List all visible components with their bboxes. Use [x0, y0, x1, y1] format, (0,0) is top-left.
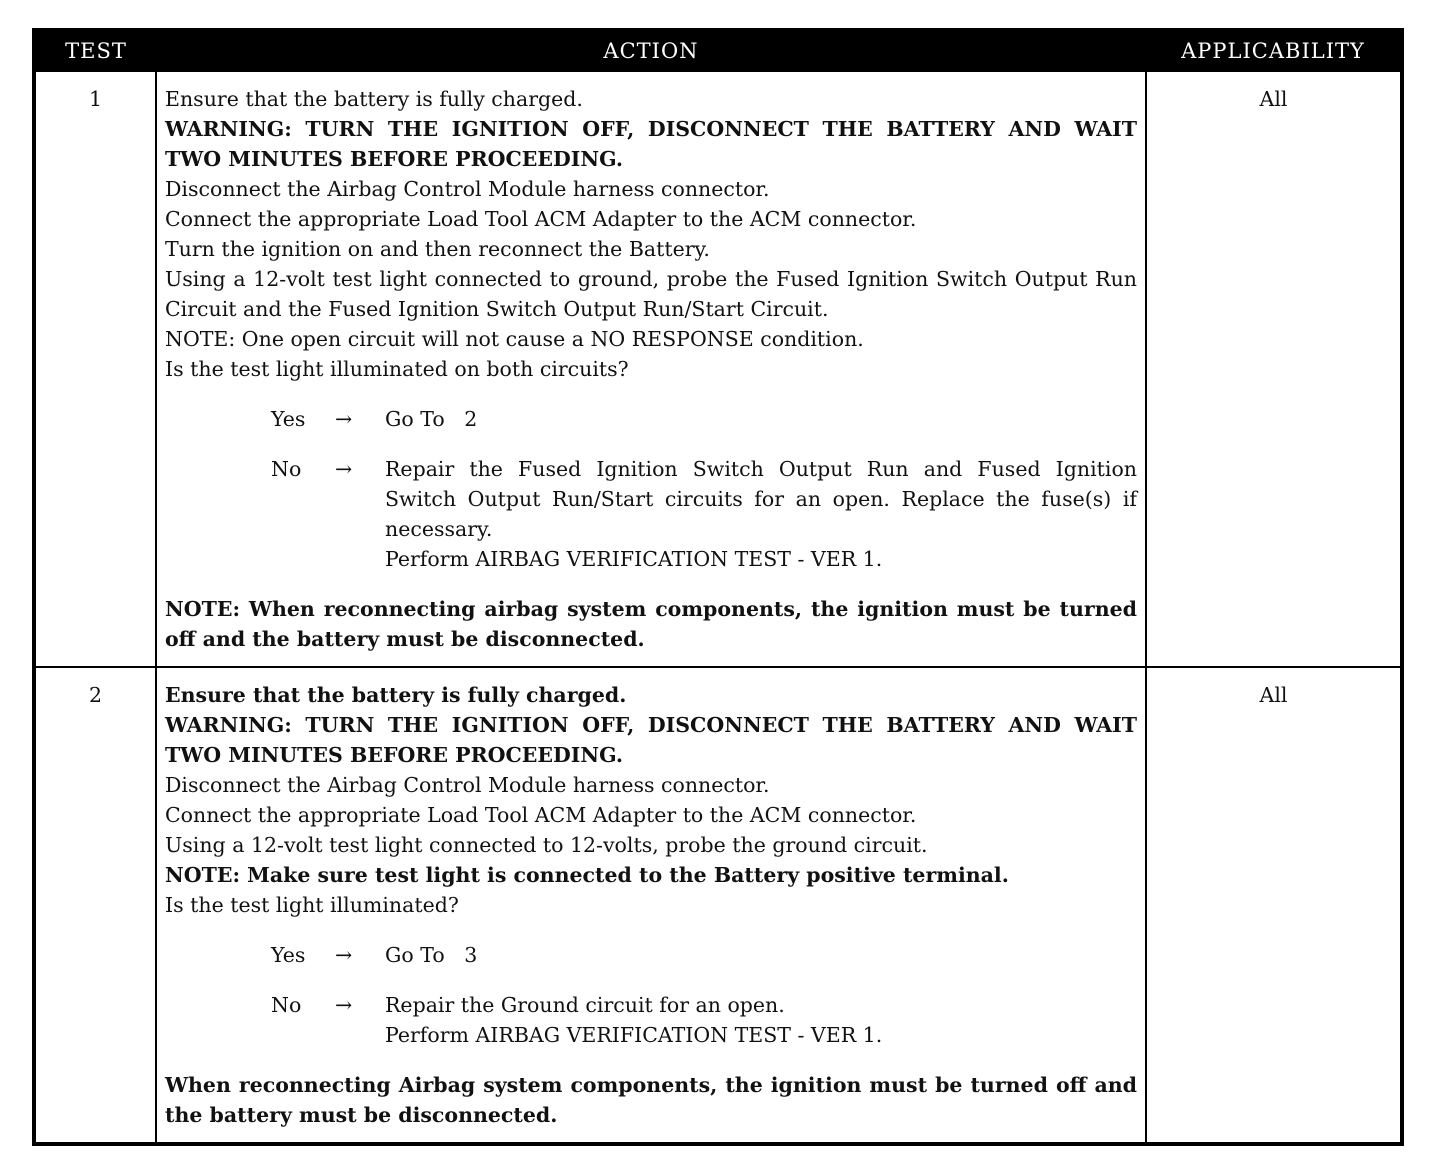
question-step: Is the test light illuminated?: [165, 893, 459, 917]
test-applicability: All: [1146, 71, 1402, 667]
yes-result: Go To 3: [385, 943, 478, 967]
test-action: [156, 667, 1146, 1144]
step: Ensure that the battery is fully charged.: [165, 683, 627, 707]
arrow-right-icon: →: [335, 993, 353, 1017]
no-branch: [165, 454, 1137, 574]
header-applicability: APPLICABILITY: [1146, 30, 1402, 71]
question-step: Is the test light illuminated on both circuits?: [165, 357, 629, 381]
arrow-right-icon: →: [335, 407, 353, 431]
no-result-line: Perform AIRBAG VERIFICATION TEST - VER 1.: [385, 1023, 883, 1047]
header-test: TEST: [34, 30, 156, 71]
test-number: 1: [34, 71, 156, 667]
step: Turn the ignition on and then reconnect the Battery.: [165, 237, 710, 261]
step: Disconnect the Airbag Control Module harness connector.: [165, 773, 770, 797]
no-label: No: [271, 457, 302, 481]
yes-branch: [165, 404, 1137, 434]
note-step: NOTE: One open circuit will not cause a NO RESPONSE condition.: [165, 327, 864, 351]
step: Connect the appropriate Load Tool ACM Adapter to the ACM connector.: [165, 803, 917, 827]
no-result: [385, 990, 1137, 1050]
no-result-line: Repair the Ground circuit for an open.: [385, 993, 785, 1017]
step: Using a 12-volt test light connected to 12-volts, probe the ground circuit.: [165, 833, 928, 857]
step: Ensure that the battery is fully charged.: [165, 87, 583, 111]
step: Using a 12-volt test light connected to ground, probe the Fused Ignition Switch Output Run Circuit and the Fused Ignition Switch Output Run/Start Circuit.: [165, 267, 1137, 321]
no-result: [385, 454, 1137, 574]
warning-step: WARNING: TURN THE IGNITION OFF, DISCONNECT THE BATTERY AND WAIT TWO MINUTES BEFORE PROCEEDING.: [165, 117, 1137, 171]
yes-label: Yes: [271, 407, 306, 431]
no-branch: [165, 990, 1137, 1050]
no-result-line: Perform AIRBAG VERIFICATION TEST - VER 1.: [385, 547, 883, 571]
final-note: NOTE: When reconnecting airbag system components, the ignition must be turned off and the battery must be disconnected.: [165, 597, 1137, 651]
diagnostic-test-table: [32, 28, 1404, 1146]
arrow-right-icon: →: [335, 943, 353, 967]
test-applicability: All: [1146, 667, 1402, 1144]
step: Disconnect the Airbag Control Module harness connector.: [165, 177, 770, 201]
step: Connect the appropriate Load Tool ACM Adapter to the ACM connector.: [165, 207, 917, 231]
test-number: 2: [34, 667, 156, 1144]
arrow-right-icon: →: [335, 457, 353, 481]
yes-result: Go To 2: [385, 407, 478, 431]
final-note: When reconnecting Airbag system components, the ignition must be turned off and the battery must be disconnected.: [165, 1073, 1137, 1127]
header-action: ACTION: [156, 30, 1146, 71]
no-label: No: [271, 993, 302, 1017]
table-header-row: [34, 30, 1402, 71]
test-row-1: [34, 71, 1402, 667]
warning-step: WARNING: TURN THE IGNITION OFF, DISCONNECT THE BATTERY AND WAIT TWO MINUTES BEFORE PROCEEDING.: [165, 713, 1137, 767]
test-action: [156, 71, 1146, 667]
note-step: NOTE: Make sure test light is connected to the Battery positive terminal.: [165, 863, 1009, 887]
yes-branch: [165, 940, 1137, 970]
test-row-2: [34, 667, 1402, 1144]
yes-label: Yes: [271, 943, 306, 967]
no-result-line: Repair the Fused Ignition Switch Output Run and Fused Ignition Switch Output Run/Start circuits for an open. Replace the fuse(s) if necessary.: [385, 457, 1137, 541]
